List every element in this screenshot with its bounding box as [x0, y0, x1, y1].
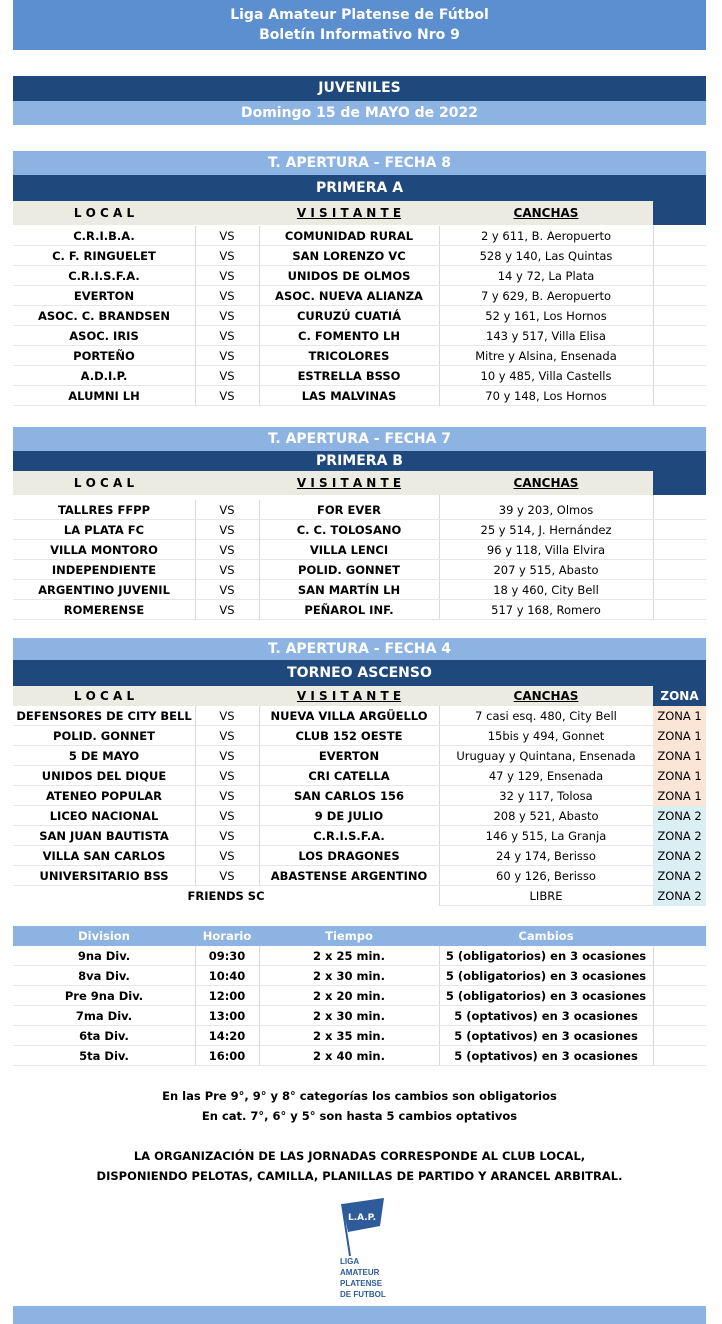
local-column-header: L O C A L	[73, 689, 135, 703]
vs-label: VS	[219, 503, 235, 517]
visiting-team: UNIDOS DE OLMOS	[287, 269, 411, 283]
libre-row	[13, 886, 706, 906]
flag-icon	[336, 1196, 396, 1258]
venue: 24 y 174, Berisso	[496, 849, 596, 863]
substitutions: 5 (optativos) en 3 ocasiones	[454, 1009, 638, 1023]
match-row	[13, 346, 706, 366]
substitutions: 5 (obligatorios) en 3 ocasiones	[445, 969, 647, 983]
division-name: 5ta Div.	[79, 1049, 129, 1063]
visiting-team: ESTRELLA BSSO	[297, 369, 401, 383]
vs-label: VS	[219, 349, 235, 363]
match-row	[13, 726, 706, 746]
schedule-row	[13, 986, 706, 1006]
schedule-row	[13, 946, 706, 966]
kickoff-time: 12:00	[208, 989, 246, 1003]
zona-badge: ZONA 2	[653, 886, 706, 906]
match-row	[13, 806, 706, 826]
venue: 517 y 168, Romero	[491, 603, 601, 617]
visitante-column-header: V I S I T A N T E	[296, 206, 402, 220]
matches-table	[13, 706, 706, 906]
visiting-team: LOS DRAGONES	[298, 849, 400, 863]
substitutions: 5 (optativos) en 3 ocasiones	[454, 1049, 638, 1063]
match-row	[13, 386, 706, 406]
match-row	[13, 540, 706, 560]
footer-band	[13, 1306, 706, 1324]
match-row	[13, 306, 706, 326]
vs-label: VS	[219, 563, 235, 577]
match-row	[13, 226, 706, 246]
venue: 7 casi esq. 480, City Bell	[475, 709, 617, 723]
vs-label: VS	[219, 249, 235, 263]
match-duration: 2 x 40 min.	[313, 1049, 385, 1063]
venue: 7 y 629, B. Aeropuerto	[480, 289, 612, 303]
zona-badge: ZONA 1	[653, 746, 706, 766]
local-team: C.R.I.S.F.A.	[68, 269, 140, 283]
vs-label: VS	[219, 829, 235, 843]
division-name: 9na Div.	[77, 949, 131, 963]
kickoff-time: 13:00	[208, 1009, 246, 1023]
note-line: En cat. 7°, 6° y 5° son hasta 5 cambios optativos	[201, 1109, 518, 1123]
substitutions: 5 (obligatorios) en 3 ocasiones	[445, 989, 647, 1003]
match-row	[13, 520, 706, 540]
zona-badge: ZONA 1	[653, 766, 706, 786]
visiting-team: PEÑAROL INF.	[304, 603, 394, 617]
venue: 2 y 611, B. Aeropuerto	[480, 229, 612, 243]
venue: Mitre y Alsina, Ensenada	[475, 349, 617, 363]
match-row	[13, 246, 706, 266]
section-division: PRIMERA B	[13, 451, 706, 471]
vs-label: VS	[219, 369, 235, 383]
match-duration: 2 x 20 min.	[313, 989, 385, 1003]
match-duration: 2 x 25 min.	[313, 949, 385, 963]
venue: 207 y 515, Abasto	[493, 563, 599, 577]
vs-label: VS	[219, 269, 235, 283]
local-team: A.D.I.P.	[80, 369, 128, 383]
visiting-team: NUEVA VILLA ARGÜELLO	[270, 709, 428, 723]
venue: 15bis y 494, Gonnet	[487, 729, 605, 743]
vs-label: VS	[219, 543, 235, 557]
local-team: UNIVERSITARIO BSS	[39, 869, 169, 883]
local-team: C.R.I.B.A.	[73, 229, 135, 243]
league-title: Liga Amateur Platense de Fútbol	[230, 7, 489, 23]
vs-label: VS	[219, 849, 235, 863]
match-row	[13, 286, 706, 306]
logo-flag-text: L.A.P.	[347, 1213, 377, 1223]
local-team: ALUMNI LH	[68, 389, 140, 403]
vs-label: VS	[219, 789, 235, 803]
vs-label: VS	[219, 769, 235, 783]
kickoff-time: 14:20	[208, 1029, 246, 1043]
vs-label: VS	[219, 389, 235, 403]
match-row	[13, 326, 706, 346]
venue: 47 y 129, Ensenada	[488, 769, 604, 783]
local-team: PORTEÑO	[73, 349, 135, 363]
match-duration: 2 x 30 min.	[313, 1009, 385, 1023]
organization-notes	[13, 1146, 706, 1186]
match-duration: 2 x 30 min.	[313, 969, 385, 983]
match-row	[13, 746, 706, 766]
tiempo-column-header: Tiempo	[325, 929, 373, 943]
schedule-row	[13, 1046, 706, 1066]
matches-header	[13, 201, 706, 225]
venue: 528 y 140, Las Quintas	[479, 249, 613, 263]
match-row	[13, 560, 706, 580]
local-team: UNIDOS DEL DIQUE	[41, 769, 167, 783]
vs-label: VS	[219, 329, 235, 343]
note-line: LA ORGANIZACIÓN DE LAS JORNADAS CORRESPONDE AL CLUB LOCAL,	[133, 1149, 586, 1163]
venue: 10 y 485, Villa Castells	[480, 369, 612, 383]
kickoff-time: 16:00	[208, 1049, 246, 1063]
visiting-team: ABASTENSE ARGENTINO	[270, 869, 428, 883]
match-row	[13, 706, 706, 726]
visiting-team: TRICOLORES	[308, 349, 390, 363]
local-team: SAN JUAN BAUTISTA	[39, 829, 169, 843]
venue: 60 y 126, Berisso	[496, 869, 596, 883]
substitution-notes	[13, 1086, 706, 1126]
visiting-team: LAS MALVINAS	[301, 389, 397, 403]
zona-column-header: ZONA	[653, 686, 706, 706]
local-column-header: L O C A L	[73, 476, 135, 490]
match-row	[13, 766, 706, 786]
visiting-team: CLUB 152 OESTE	[295, 729, 403, 743]
vs-label: VS	[219, 523, 235, 537]
visiting-team: CURUZÚ CUATIÁ	[296, 309, 402, 323]
local-team: VILLA MONTORO	[50, 543, 158, 557]
visitante-column-header: V I S I T A N T E	[296, 689, 402, 703]
venue: 146 y 515, La Granja	[485, 829, 607, 843]
section-division: TORNEO ASCENSO	[13, 660, 706, 686]
venue: 96 y 118, Villa Elvira	[486, 543, 606, 557]
visiting-team: CRI CATELLA	[308, 769, 390, 783]
visiting-team: C. FOMENTO LH	[298, 329, 400, 343]
match-row	[13, 266, 706, 286]
venue: 18 y 460, City Bell	[493, 583, 599, 597]
visiting-team: SAN CARLOS 156	[294, 789, 404, 803]
section-tournament: T. APERTURA - FECHA 4	[13, 638, 706, 660]
substitutions: 5 (optativos) en 3 ocasiones	[454, 1029, 638, 1043]
horario-column-header: Horario	[202, 929, 252, 943]
schedule-header	[13, 926, 706, 946]
match-row	[13, 786, 706, 806]
local-team: DEFENSORES DE CITY BELL	[16, 709, 192, 723]
schedule-table	[13, 926, 706, 1066]
venue: 32 y 117, Tolosa	[499, 789, 593, 803]
canchas-column-header: CANCHAS	[513, 206, 579, 220]
match-row	[13, 866, 706, 886]
zona-badge: ZONA 2	[653, 826, 706, 846]
local-team: 5 DE MAYO	[68, 749, 140, 763]
local-team: TALLRES FFPP	[57, 503, 151, 517]
bulletin-header	[13, 0, 706, 50]
local-team: ROMERENSE	[63, 603, 145, 617]
matches-header	[13, 471, 706, 495]
local-team: VILLA SAN CARLOS	[42, 849, 166, 863]
vs-label: VS	[219, 729, 235, 743]
schedule-row	[13, 1006, 706, 1026]
match-row	[13, 366, 706, 386]
matches-header	[13, 686, 706, 706]
vs-label: VS	[219, 749, 235, 763]
local-team: POLID. GONNET	[53, 729, 155, 743]
local-team: ASOC. IRIS	[69, 329, 139, 343]
kickoff-time: 09:30	[208, 949, 246, 963]
venue: 25 y 514, J. Hernández	[480, 523, 612, 537]
note-line: DISPONIENDO PELOTAS, CAMILLA, PLANILLAS DE PARTIDO Y ARANCEL ARBITRAL.	[96, 1169, 623, 1183]
visiting-team: ASOC. NUEVA ALIANZA	[275, 289, 423, 303]
section-tournament: T. APERTURA - FECHA 7	[13, 427, 706, 451]
match-row	[13, 846, 706, 866]
libre-label: LIBRE	[529, 889, 563, 903]
visiting-team: EVERTON	[318, 749, 380, 763]
division-name: 7ma Div.	[75, 1009, 133, 1023]
canchas-column-header: CANCHAS	[513, 689, 579, 703]
matches-table	[13, 226, 706, 406]
zona-badge: ZONA 2	[653, 806, 706, 826]
venue: 14 y 72, La Plata	[497, 269, 595, 283]
zona-badge: ZONA 2	[653, 866, 706, 886]
visiting-team: C.R.I.S.F.A.	[313, 829, 385, 843]
visiting-team: FOR EVER	[317, 503, 381, 517]
visiting-team: SAN MARTÍN LH	[297, 583, 401, 597]
local-team: INDEPENDIENTE	[51, 563, 157, 577]
venue: 143 y 517, Villa Elisa	[486, 329, 606, 343]
match-row	[13, 500, 706, 520]
vs-label: VS	[219, 289, 235, 303]
note-line: En las Pre 9°, 9° y 8° categorías los cambios son obligatorios	[162, 1089, 557, 1103]
division-name: 6ta Div.	[79, 1029, 129, 1043]
vs-label: VS	[219, 309, 235, 323]
visiting-team: SAN LORENZO VC	[292, 249, 406, 263]
logo-text	[336, 1256, 396, 1300]
venue: 52 y 161, Los Hornos	[485, 309, 607, 323]
local-column-header: L O C A L	[73, 206, 135, 220]
zona-badge: ZONA 2	[653, 846, 706, 866]
visiting-team: 9 DE JULIO	[314, 809, 384, 823]
local-team: LICEO NACIONAL	[49, 809, 159, 823]
zona-badge: ZONA 1	[653, 786, 706, 806]
logo-line: DE FUTBOL	[340, 1290, 386, 1299]
matches-table	[13, 500, 706, 620]
division-name: Pre 9na Div.	[64, 989, 144, 1003]
visiting-team: POLID. GONNET	[298, 563, 400, 577]
venue: Uruguay y Quintana, Ensenada	[456, 749, 636, 763]
match-duration: 2 x 35 min.	[313, 1029, 385, 1043]
bulletin-number: Boletín Informativo Nro 9	[259, 27, 460, 43]
logo-line: LIGA	[340, 1257, 360, 1266]
division-column-header: Division	[78, 929, 130, 943]
visiting-team: VILLA LENCI	[309, 543, 389, 557]
division-name: 8va Div.	[78, 969, 130, 983]
zona-badge: ZONA 1	[653, 726, 706, 746]
vs-label: VS	[219, 603, 235, 617]
visitante-column-header: V I S I T A N T E	[296, 476, 402, 490]
local-team: ASOC. C. BRANDSEN	[37, 309, 171, 323]
match-date: Domingo 15 de MAYO de 2022	[13, 101, 706, 125]
match-row	[13, 580, 706, 600]
venue: 208 y 521, Abasto	[493, 809, 599, 823]
local-team: ARGENTINO JUVENIL	[38, 583, 170, 597]
schedule-row	[13, 966, 706, 986]
vs-label: VS	[219, 709, 235, 723]
match-row	[13, 600, 706, 620]
visiting-team: COMUNIDAD RURAL	[284, 229, 414, 243]
local-team: EVERTON	[73, 289, 135, 303]
vs-label: VS	[219, 809, 235, 823]
cambios-column-header: Cambios	[518, 929, 574, 943]
vs-label: VS	[219, 869, 235, 883]
local-team: ATENEO POPULAR	[45, 789, 163, 803]
substitutions: 5 (obligatorios) en 3 ocasiones	[445, 949, 647, 963]
venue: 70 y 148, Los Hornos	[485, 389, 607, 403]
local-team: C. F. RINGUELET	[52, 249, 156, 263]
logo-line: AMATEUR	[340, 1268, 380, 1277]
canchas-column-header: CANCHAS	[513, 476, 579, 490]
logo-line: PLATENSE	[340, 1279, 383, 1288]
match-row	[13, 826, 706, 846]
section-tournament: T. APERTURA - FECHA 8	[13, 151, 706, 175]
venue: 39 y 203, Olmos	[498, 503, 594, 517]
libre-team: FRIENDS SC	[13, 886, 439, 906]
league-logo	[336, 1196, 396, 1302]
category-title: JUVENILES	[13, 76, 706, 101]
local-team: LA PLATA FC	[63, 523, 145, 537]
visiting-team: C. C. TOLOSANO	[296, 523, 402, 537]
vs-label: VS	[219, 229, 235, 243]
vs-label: VS	[219, 583, 235, 597]
schedule-row	[13, 1026, 706, 1046]
kickoff-time: 10:40	[208, 969, 246, 983]
zona-badge: ZONA 1	[653, 706, 706, 726]
section-division: PRIMERA A	[13, 175, 706, 201]
